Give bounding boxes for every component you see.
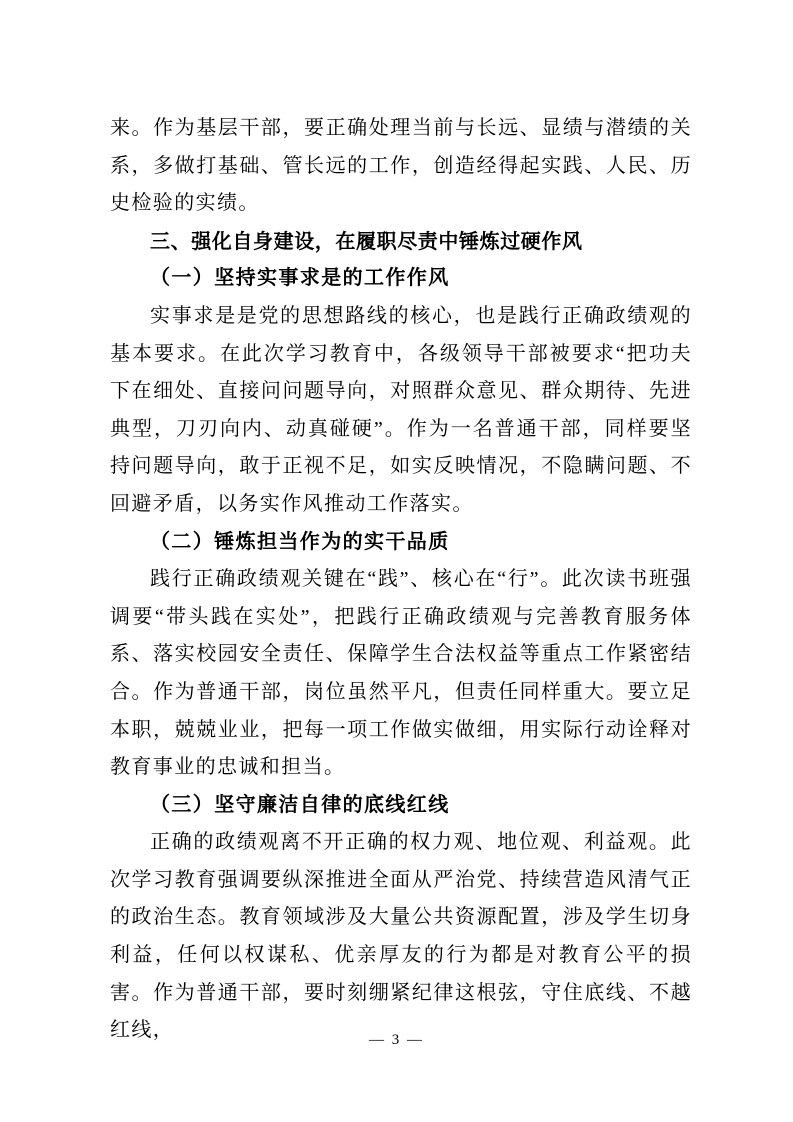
subsection-heading: （二）锤炼担当作为的实干品质 — [150, 530, 450, 553]
paragraph-continued: 来。作为基层干部，要正确处理当前与长远、显绩与潜绩的关系，多做打基础、管长远的工作，创造经得起实践、人民、历史检验的实绩。 — [110, 117, 692, 215]
section-heading: 三、强化自身建设，在履职尽责中锤炼过硬作风 — [150, 228, 583, 253]
paragraph: 实事求是是党的思想路线的核心，也是践行正确政绩观的基本要求。在此次学习教育中，各级领导干部被要求“把功夫下在细处、直接问问题导向，对照群众意见、群众期待、先进典型，刀刃向内、动真碰硬”。作为一名普通干部，同样要坚持问题导向，敢于正视不足，如实反映情况，不隐瞒问题、不回避矛盾，以务实作风推动工作落实。 — [110, 304, 692, 515]
subsection-heading: （三）坚守廉洁自律的底线红线 — [150, 793, 450, 816]
page-footer — [0, 1032, 793, 1049]
paragraph: 践行正确政绩观关键在“践”、核心在“行”。此次读书班强调要“带头践在实处”，把践行正确政绩观与完善教育服务体系、落实校园安全责任、保障学生合法权益等重点工作紧密结合。作为普通干部，岗位虽然平凡，但责任同样重大。要立足本职，兢兢业业，把每一项工作做实做细，用实际行动诠释对教育事业的忠诚和担当。 — [110, 568, 692, 779]
subsection-heading: （一）坚持实事求是的工作作风 — [150, 267, 450, 290]
paragraph: 正确的政绩观离不开正确的权力观、地位观、利益观。此次学习教育强调要纵深推进全面从严治党、持续营造风清气正的政治生态。教育领域涉及大量公共资源配置，涉及学生切身利益，任何以权谋私、优亲厚友的行为都是对教育公平的损害。作为普通干部，要时刻绷紧纪律这根弦，守住底线、不越红线， — [110, 831, 692, 1042]
page-number: — 3 — — [369, 1032, 424, 1048]
document-body — [110, 110, 692, 1050]
